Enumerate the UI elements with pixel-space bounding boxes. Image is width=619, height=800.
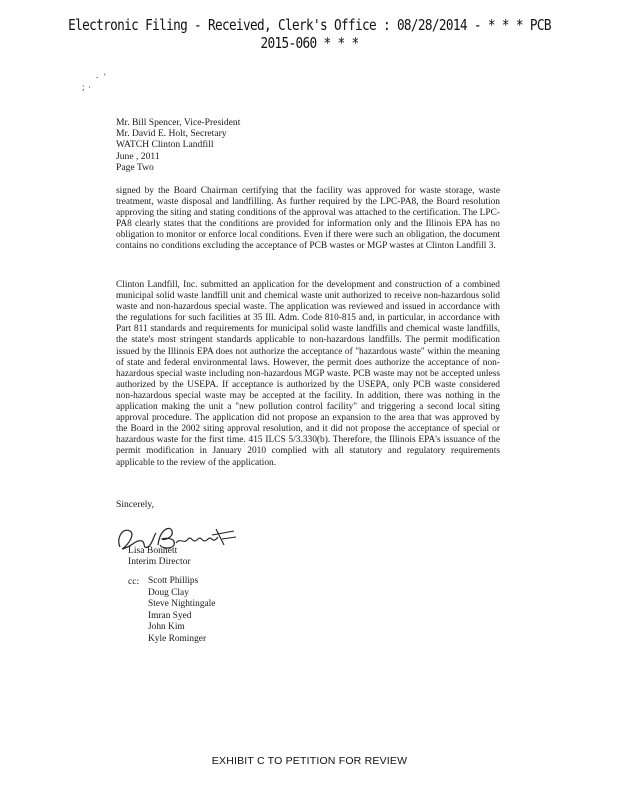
signer-block bbox=[128, 545, 191, 567]
recipient-organization: WATCH Clinton Landfill bbox=[116, 139, 214, 151]
signer-title: Interim Director bbox=[128, 556, 191, 568]
cc-list bbox=[148, 576, 215, 646]
page-number: Page Two bbox=[116, 161, 154, 173]
exhibit-footer: EXHIBIT C TO PETITION FOR REVIEW bbox=[211, 755, 408, 767]
body-paragraph-2: Clinton Landfill, Inc. submitted an application for the development and construction of a combined municipal solid waste landfill unit and chemical waste unit authorized to receive non-hazardous solid waste and non-hazardous special waste. The application was reviewed and issued in accordance with the regulations for such facilities at 35 Ill. Adm. Code 810-815 and, in particular, in accordance with Part 811 standards and requirements for municipal solid waste landfills and chemical waste landfills, the state's most stringent standards applicable to non-hazardous landfills. The permit modification issued by the Illinois EPA does not authorize the acceptance of "hazardous waste" within the meaning of state and federal environmental laws. However, the permit does authorize the acceptance of non-hazardous special waste including non-hazardous MGP waste. PCB waste may not be accepted unless authorized by the USEPA. If acceptance is authorized by the USEPA, only PCB waste considered non-hazardous special waste may be accepted at the facility. In addition, there was nothing in the application making the unit a "new pollution control facility" and triggering a second local siting approval procedure. The application did not propose an expansion to the area that was approved by the Board in the 2002 siting approval resolution, and it did not propose the acceptance of special or hazardous waste for the first time. 415 ILCS 5/3.330(b). Therefore, the Illinois EPA's issuance of the permit modification in January 2010 complied with all statutory and regulatory requirements applicable to the review of the application. bbox=[116, 280, 500, 468]
cc-name: Steve Nightingale bbox=[148, 599, 216, 610]
cc-label: cc: bbox=[128, 576, 140, 587]
cc-name: John Kim bbox=[148, 622, 185, 633]
signer-name: Lisa Bonnett bbox=[128, 545, 178, 556]
cc-name: Doug Clay bbox=[148, 587, 189, 598]
letter-date: June , 2011 bbox=[116, 150, 160, 162]
body-paragraph-1: signed by the Board Chairman certifying that the facility was approved for waste storage, waste treatment, waste disposal and landfilling. As further required by the LPC-PA8, the Board resolution approving the siting and stating conditions of the approval was attached to the certification. The LPC-PA8 clearly states that the conditions are provided for information only and the Illinois EPA has no obligation to monitor or enforce local conditions. Even if there were such an obligation, the document contains no conditions excluding the acceptance of PCB wastes or MGP wastes at Clinton Landfill 3. bbox=[116, 186, 500, 252]
cc-name: Kyle Rominger bbox=[148, 633, 207, 644]
electronic-filing-stamp: Electronic Filing - Received, Clerk's Office : 08/28/2014 - * * * PCB 2015-060 * * * bbox=[68, 16, 551, 52]
cc-name: Imran Syed bbox=[148, 610, 192, 621]
recipient-line-1: Mr. Bill Spencer, Vice-President bbox=[116, 117, 241, 128]
closing-salutation: Sincerely, bbox=[116, 499, 155, 510]
cc-name: Scott Phillips bbox=[148, 576, 199, 586]
recipient-line-2: Mr. David E. Holt, Secretary bbox=[116, 128, 227, 140]
letter-header bbox=[116, 117, 240, 173]
